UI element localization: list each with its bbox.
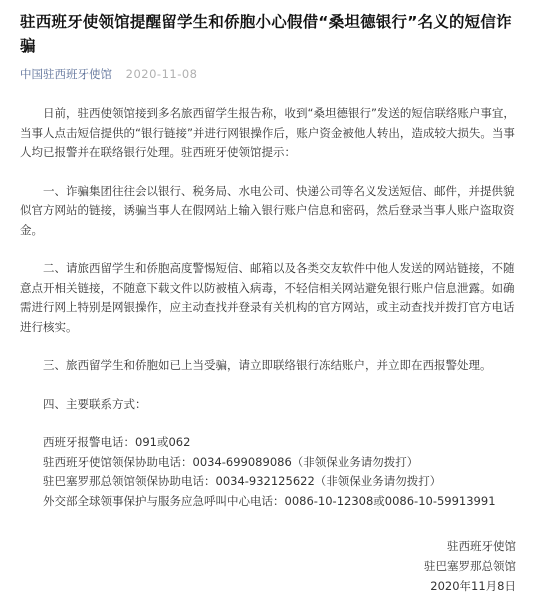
notice-item-2: 二、请旅西留学生和侨胞高度警惕短信、邮箱以及各类交友软件中他人发送的网站链接，不随意点开相关链接，不随意下载文件以防被植入病毒，不轻信相关网站避免银行账户信息泄露。如确需进行网上特别是网银操作，应主动查找并登录有关机构的官方网站，或主动查找并拨打官方电话进行核实。 [20,261,515,334]
signature-embassy: 驻西班牙使馆 [447,539,516,553]
article-meta [20,65,520,83]
article-body [20,104,520,511]
contact-embassy: 驻西班牙使馆领保协助电话：0034-699089086（非领保业务请勿拨打） [43,454,419,469]
account-name-link[interactable]: 中国驻西班牙使馆 [20,67,112,81]
contacts-heading: 四、主要联系方式： [43,396,147,411]
notice-item-3: 三、旅西留学生和侨胞如已上当受骗，请立即联络银行冻结账户，并立即在西报警处理。 [43,358,492,372]
publish-date: 2020-11-08 [125,67,198,81]
contact-police: 西班牙报警电话：091或062 [43,435,191,449]
notice-item-1: 一、诈骗集团往往会以银行、税务局、水电公司、快递公司等名义发送短信、邮件，并提供貌似官方网站的链接，诱骗当事人在假网站上输入银行账户信息和密码，然后登录当事人账户盗取资金。 [20,183,515,237]
signature-consulate: 驻巴塞罗那总领馆 [424,559,516,573]
contact-mfa-hotline: 外交部全球领事保护与服务应急呼叫中心电话：0086-10-12308或0086-10-59913991 [43,493,496,508]
signature-block [424,536,516,596]
contact-barcelona-consulate: 驻巴塞罗那总领馆领保协助电话：0034-932125622（非领保业务请勿拨打） [43,474,442,488]
intro-paragraph: 日前，驻西使领馆接到多名旅西留学生报告称，收到“桑坦德银行”发送的短信联络账户事宜，当事人点击短信提供的“银行链接”并进行网银操作后，账户资金被他人转出，造成较大损失。当事人均已报警并在联络银行处理。驻西班牙使领馆提示： [20,106,515,159]
contact-list [20,433,520,511]
article-title: 驻西班牙使领馆提醒留学生和侨胞小心假借“桑坦德银行”名义的短信诈骗 [20,13,512,55]
signature-date: 2020年11月8日 [430,579,516,593]
